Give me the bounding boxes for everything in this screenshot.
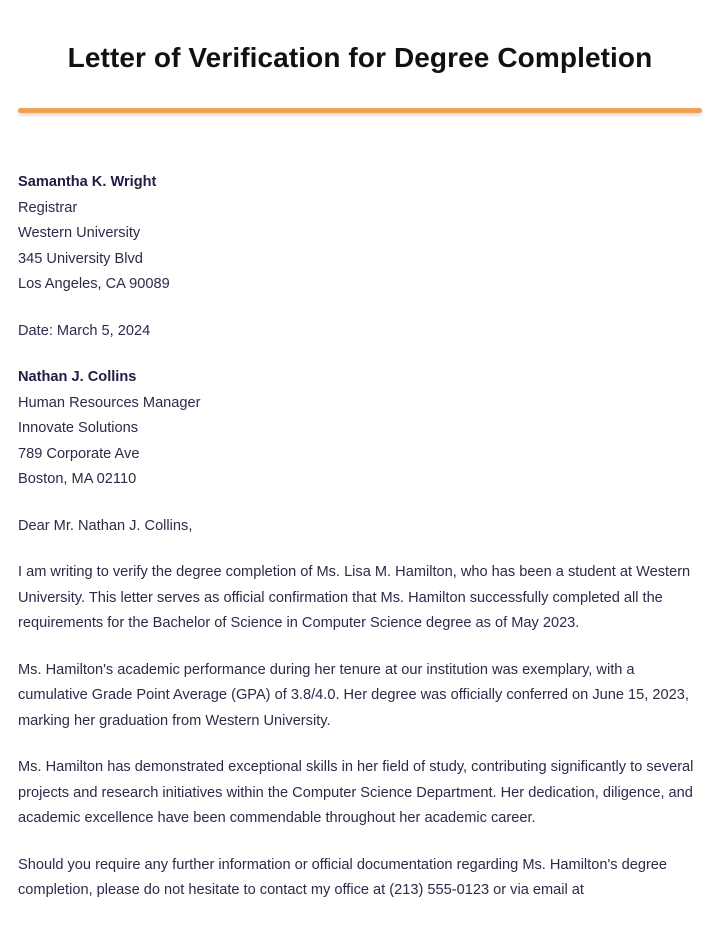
sender-street: 345 University Blvd xyxy=(18,250,143,267)
salutation: Dear Mr. Nathan J. Collins, xyxy=(18,517,193,534)
recipient-street: 789 Corporate Ave xyxy=(18,445,140,462)
recipient-city: Boston, MA 02110 xyxy=(18,471,137,487)
body-paragraph: Should you require any further information or official documentation regarding Ms. Hamilton's degree completion, please do not hesitate to contact my office at (213) 555-0123 or via email at xyxy=(18,856,668,898)
page-title: Letter of Verification for Degree Completion xyxy=(67,42,653,73)
sender-organization: Western University xyxy=(18,225,141,241)
recipient-name: Nathan J. Collins xyxy=(18,369,137,385)
letter-body xyxy=(18,170,702,925)
sender-address xyxy=(18,170,702,298)
body-paragraph: I am writing to verify the degree completion of Ms. Lisa M. Hamilton, who has been a student at Western University. This letter serves as official confirmation that Ms. Hamilton successfully completed all the requirements for the Bachelor of Science in Computer Science degree as of May 2023. xyxy=(18,564,691,631)
recipient-organization: Innovate Solutions xyxy=(18,420,139,436)
title-divider xyxy=(18,108,702,113)
sender-city: Los Angeles, CA 90089 xyxy=(18,276,170,292)
body-paragraph: Ms. Hamilton has demonstrated exceptional skills in her field of study, contributing significantly to several projects and research initiatives within the Computer Science Department. Her dedication, diligence, and academic excellence have been commendable throughout her academic career. xyxy=(18,759,694,826)
recipient-address xyxy=(18,365,702,493)
recipient-role: Human Resources Manager xyxy=(18,394,201,411)
sender-name: Samantha K. Wright xyxy=(18,174,157,190)
sender-role: Registrar xyxy=(18,199,78,216)
body-paragraph: Ms. Hamilton's academic performance during her tenure at our institution was exemplary, with a cumulative Grade Point Average (GPA) of 3.8/4.0. Her degree was officially conferred on June 15, 2023, marking her graduation from Western University. xyxy=(18,661,689,729)
letter-date: Date: March 5, 2024 xyxy=(18,322,151,339)
